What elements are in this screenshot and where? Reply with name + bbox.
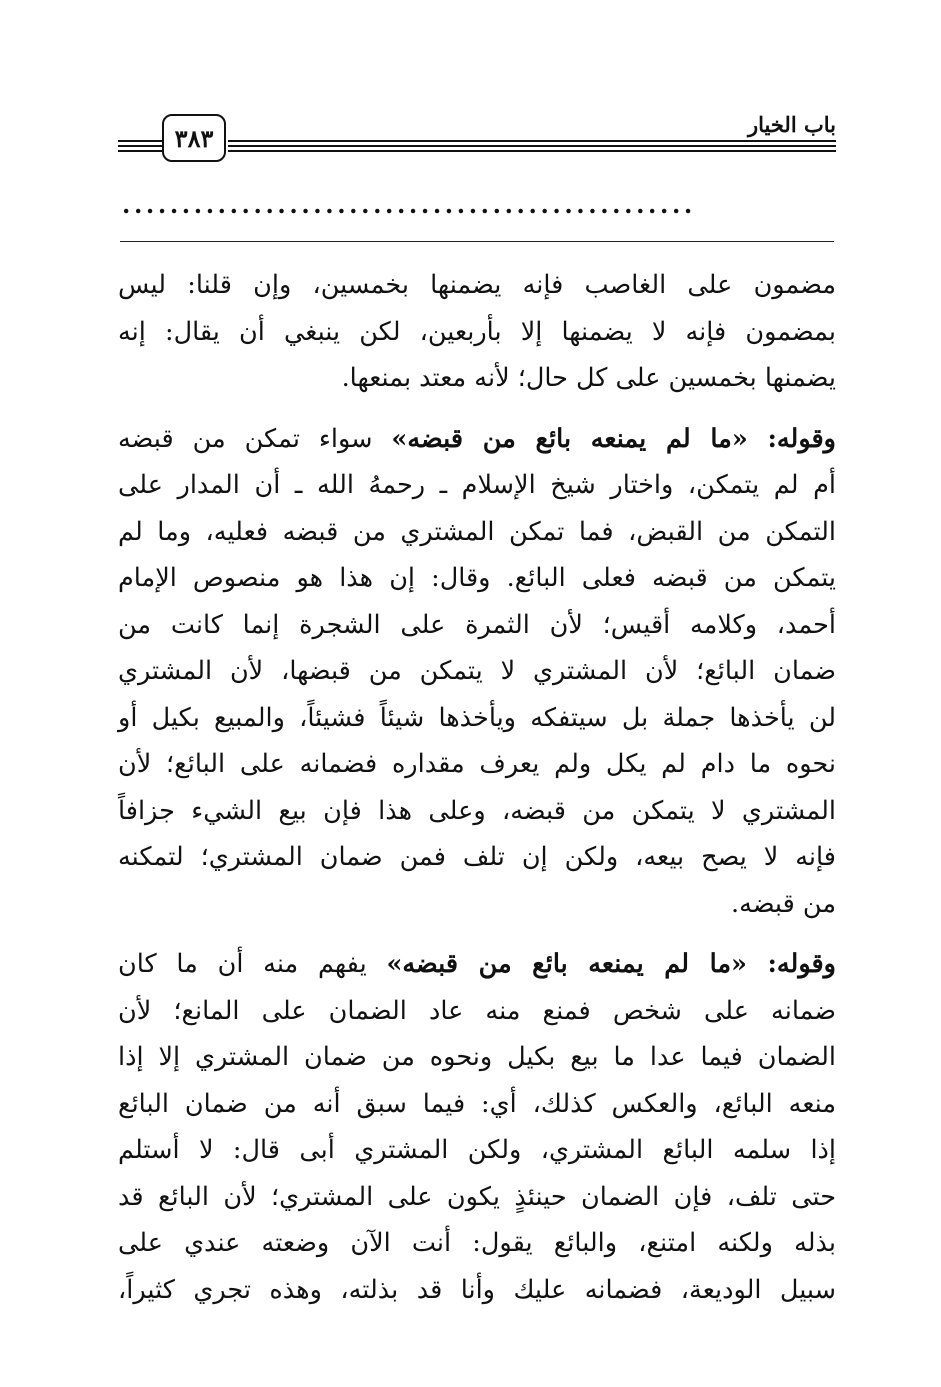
text-line: من قبضه. [731, 888, 836, 919]
text-line: إذا سلمه البائع المشتري، ولكن المشتري أبى قال: لا أستلم [118, 1135, 836, 1165]
page-number: ٣٨٣ [162, 114, 226, 162]
text-line: فإنه لا يصح بيعه، ولكن إن تلف فمن ضمان المشتري؛ لتمكنه [118, 842, 836, 872]
text-line: التمكن من القبض، فما تمكن المشتري من قبضه فعليه، وما لم [118, 516, 836, 547]
paragraph-3 [118, 941, 836, 1313]
text-line: ضمان البائع؛ لأن المشتري لا يتمكن من قبضها، لأن المشتري [118, 656, 836, 686]
text-line: نحوه ما دام لم يكل ولم يعرف مقداره فضمانه على البائع؛ لأن [118, 749, 836, 779]
text-line: بذله ولكنه امتنع، والبائع يقول: أنت الآن وضعته عندي على [118, 1228, 836, 1258]
text-line [118, 416, 836, 463]
text-line: بمضمون فإنه لا يضمنها إلا بأربعين، لكن ينبغي أن يقال: إنه [118, 316, 836, 347]
dotted-separator: ................................................ [122, 192, 696, 218]
header-rule-right [228, 140, 836, 155]
text-divider [120, 241, 834, 242]
page-header [118, 112, 836, 170]
quoted-lead: وقوله: «ما لم يمنعه بائع من قبضه» [391, 423, 836, 454]
text-line [118, 941, 836, 988]
paragraph-1 [118, 262, 836, 402]
main-text [118, 262, 836, 1313]
text-line: أم لم يتمكن، واختار شيخ الإسلام ـ رحمهُ الله ـ أن المدار على [118, 470, 836, 500]
text-line: منعه البائع، والعكس كذلك، أي: فيما سبق أنه من ضمان البائع [118, 1088, 836, 1119]
text-line: لن يأخذها جملة بل سيتفكه ويأخذها شيئاً فشيئاً، والمبيع بكيل أو [118, 702, 836, 733]
text-line: مضمون على الغاصب فإنه يضمنها بخمسين، وإن قلنا: ليس [118, 270, 836, 300]
text-line: أحمد، وكلامه أقيس؛ لأن الثمرة على الشجرة إنما كانت من [118, 609, 836, 640]
text-line: الضمان فيما عدا ما بيع بكيل ونحوه من ضمان المشتري إلا إذا [118, 1042, 836, 1072]
text-line: المشتري لا يتمكن من قبضه، وعلى هذا فإن بيع الشيء جزافاً [118, 795, 836, 826]
text-line: ضمانه على شخص فمنع منه عاد الضمان على المانع؛ لأن [118, 995, 836, 1026]
lead-rest: سواء تمكن من قبضه [118, 423, 392, 454]
lead-rest: يفهم منه أن ما كان [118, 949, 387, 979]
quoted-lead: وقوله: «ما لم يمنعه بائع من قبضه» [386, 949, 836, 979]
header-rule-left [118, 140, 162, 155]
text-line: حتى تلف، فإن الضمان حينئذٍ يكون على المشتري؛ لأن البائع قد [118, 1181, 836, 1212]
text-line: يضمنها بخمسين على كل حال؛ لأنه معتد بمنعها. [341, 363, 836, 393]
chapter-title: باب الخيار [742, 112, 836, 137]
text-line: يتمكن من قبضه فعلى البائع. وقال: إن هذا هو منصوص الإمام [118, 563, 836, 593]
text-line: سبيل الوديعة، فضمانه عليك وأنا قد بذلته، وهذه تجري كثيراً، [118, 1274, 836, 1305]
paragraph-2 [118, 416, 836, 928]
